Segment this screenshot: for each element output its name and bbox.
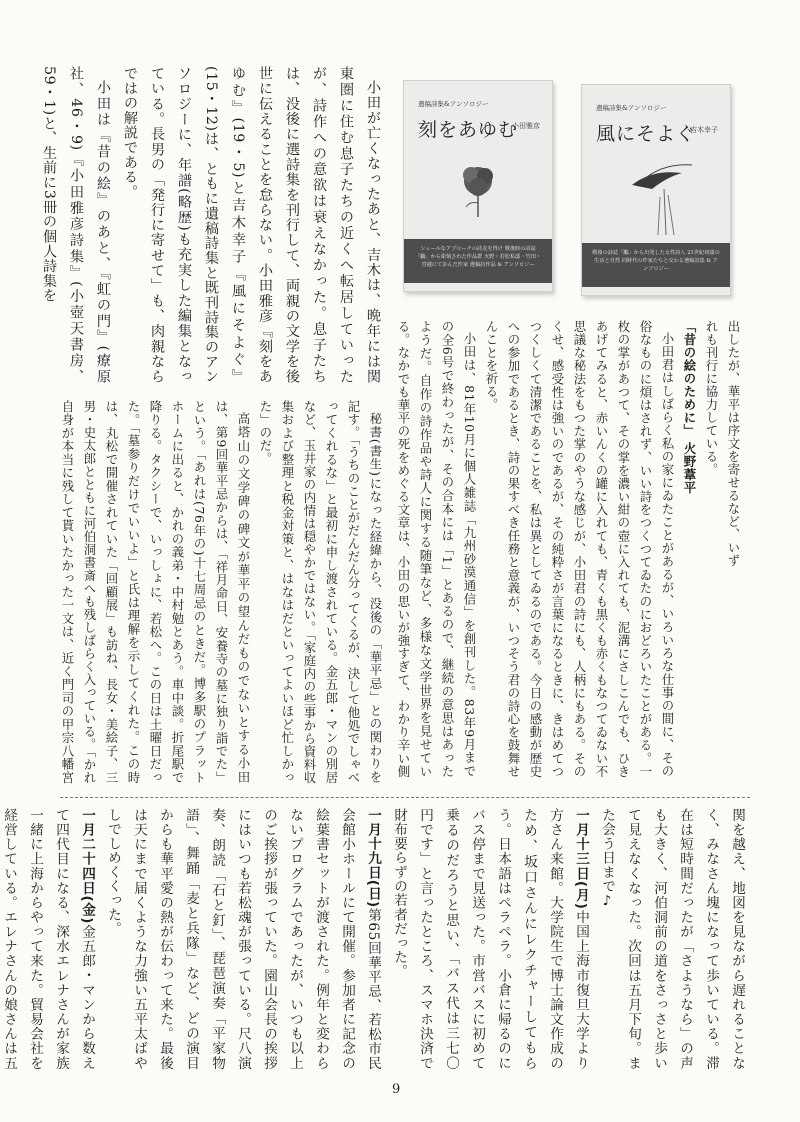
book-author: 小田雅彦: [512, 122, 540, 130]
diary-text: 第65回華平忌、若松市民会館小ホールにて開催。参加者に記念の絵葉書セットが渡された。例年と変わらないプログラムであったが、いつも以上のご挨拶が張っていた。園山会長の挨拶にはいつも若松魂が張っている。尺八演奏、朗読「石と釘」、琵琶演奏「平家物語」、舞踊「麦と兵隊」など、どの演目からも華平愛の熱が伝わって来た。最後は天にまで届くような力強い五平太ばやしでしめくくった。: [105, 808, 381, 1071]
diary-date: 一月十九日(日): [365, 808, 381, 908]
article-paragraph: 小田が亡くなったあと、吉木は、晩年には関東圏に住む息子たちの近くへ転居していったが、詩作への意欲は衰えなかった。息子たちは、没後に選詩集を刊行して、両親の文学を後世に伝えることを怠らない。小田雅彦『刻をあゆむ』(19・5)と吉木幸子『風にそよぐ』(15・12)は、ともに遺稿詩集と既刊詩集のアンソロジーに、年譜(略歴)も充実した編集となっている。長男の「発行に寄せて」も、肉親ならではの解説である。: [122, 66, 381, 384]
diary-section: [1, 808, 750, 1071]
book-title: 風にそよぐ: [596, 123, 697, 145]
book-title: 刻をあゆむ: [418, 119, 519, 141]
article-paragraph: 小田は、81年10月に個人雑誌「九州砂漠通信」を創刊した。83年9月までの全6号で終わったが、その合本には「1」とあるので、継続の意思はあったようだ。自作の詩作品や詩人に関する随筆など、多様な文学世界を見せている。なかでも華平の死をめぐる文章は、小田の思いが強すぎて、わかり辛い側: [396, 320, 477, 778]
book-author: 吉木幸子: [690, 126, 718, 134]
book-band-text: 戦後の詩誌「鵬」から出発した女性詩人 21世紀初頭の生活と自然 同時代の作家たちと交わる遺稿詩集 & アンソロジー: [582, 243, 730, 287]
diary-date: 一月十三日(月): [573, 808, 589, 910]
article-paragraph: 高塔山の文学碑の碑文が華平の望んだものでないとする小田は、第9回華平忌からは、「祥月命日、安養寺の墓に独り詣でた」という。「あれは(76年の)十七周忌のときだ。博多駅のプラットホームに出ると、かれの義弟・中村勉とあう。車中談。折尾駅で降りる。タクシーで、いっしょに、若松へ。この日は土曜日だった。「墓参りだけでいいよ」と氏は理解を示してくれた。この時は、丸松で開催されていた「回顧展」も訪ね、長女・美絵子、三男・史太郎とともに河伯洞書斎へも残しばらく入っている。「かれ自身が本当に残して貰いたかった一文は、近く門司の甲宗八幡宮: [60, 400, 251, 784]
book-cover-kaze-ni-soyogu: [581, 84, 731, 296]
book-series-label: 遺稿詩集&アンソロジー: [596, 104, 667, 112]
book-series-label: 遺稿詩集&アンソロジー: [418, 100, 489, 108]
article-hisho-content: [60, 400, 386, 784]
article-left-upper: [41, 66, 386, 384]
flower-illustration: [456, 159, 500, 219]
diary-lead: 関を越え、地図を見ながら遅れることなく、みなさん塊になって歩いている。滞在は短時間だったが「さようなら」の声も大きく、河伯洞前の道をさっさと歩いて見えなくなった。次回は五月下旬。また会う日まで♪: [599, 808, 745, 1070]
quote-author: 火野葦平: [682, 441, 697, 494]
article-right: [392, 320, 744, 778]
diary-text: 金五郎・マンから数えて四代目になる、深水エレナさんが家族一緒に上海からやって来た。貿易会社を経営している。エレナさんの娘さんは五: [1, 808, 95, 1070]
book-cover-kizami-wo-ayumu: [403, 80, 553, 292]
article-paragraph: 小田は『昔の絵』のあと、『虹の門』(療原社、46・9)『小田雅彦詩集』(小壺天書房、59・1)と、生前に3冊の個人詩集を: [41, 66, 111, 384]
section-divider: [60, 797, 750, 798]
book-band-text: シュールなアプローチの詩友を得け 戦後時の詩誌「鵬」から彫刻された作品群 火野・若松私邸・竹田・宮越にて歩んだ作家 遺稿詩作品 & アンソロジー: [404, 239, 552, 283]
quote-heading: 「昔の絵のために」: [682, 320, 697, 437]
article-paragraph: 秘書(書生)になった経緯から、没後の「華平忌」との関わりを記す。「うちのことがだんだん分ってくるが、決して他処でしゃべってくれるな」と最初に申し渡されている。金五郎・マンの別居など、玉井家の内情は穏やかではない。「家庭内の些事から資料収集および整理と税金対策と、はなはだといってよいほど忙しかった」のだ。: [258, 400, 383, 784]
diary-text: 中国上海市復旦大学より方さん来館。大学院生で博士論文作成のため、坂口さんにレクチャーしてもらう。日本語はペラペラ。小倉に帰るのにバス停まで見送った。市営バスに初めて乗るのだろうと思い、「バス代は三七〇円です」と言ったところ、スマホ決済で財布要らずの若者だった。: [391, 808, 589, 1071]
article-paragraph: 出したが、華平は序文を寄せるなど、いず: [726, 320, 741, 567]
quote-body: 小田君はしばらく私の家にゐたことがあるが、いろいろな仕事の間に、その俗なものに煩はされず、いい詩をつくつてゐたのにおどろいたことがある。一枚の掌があつて、その掌を濃い紺の壺に入れても、泥溝にさしこんでも、ひきあげてみると、赤いんくの罐に入れても、青くも黒くも赤くもなつてゐない不思議な秘法をもつた掌のやうな感じが、小田君の詩にも、人柄にもある。そのくせ、感受性は強いのであるが、その純粋さが言葉になるときに、きはめてつつくしくて清潔であることを、私は異としてゐるのである。今日の感動が歴史への参加であるとき、詩の果すべき任務と意義が、いつそう君の詩心を鼓舞せんことを祈る。: [484, 320, 675, 778]
diary-date: 一月二十四日(金): [79, 808, 95, 925]
page-number: 9: [392, 1082, 401, 1097]
grass-illustration: [622, 155, 702, 235]
article-paragraph: れも刊行に協力している。: [704, 320, 719, 476]
